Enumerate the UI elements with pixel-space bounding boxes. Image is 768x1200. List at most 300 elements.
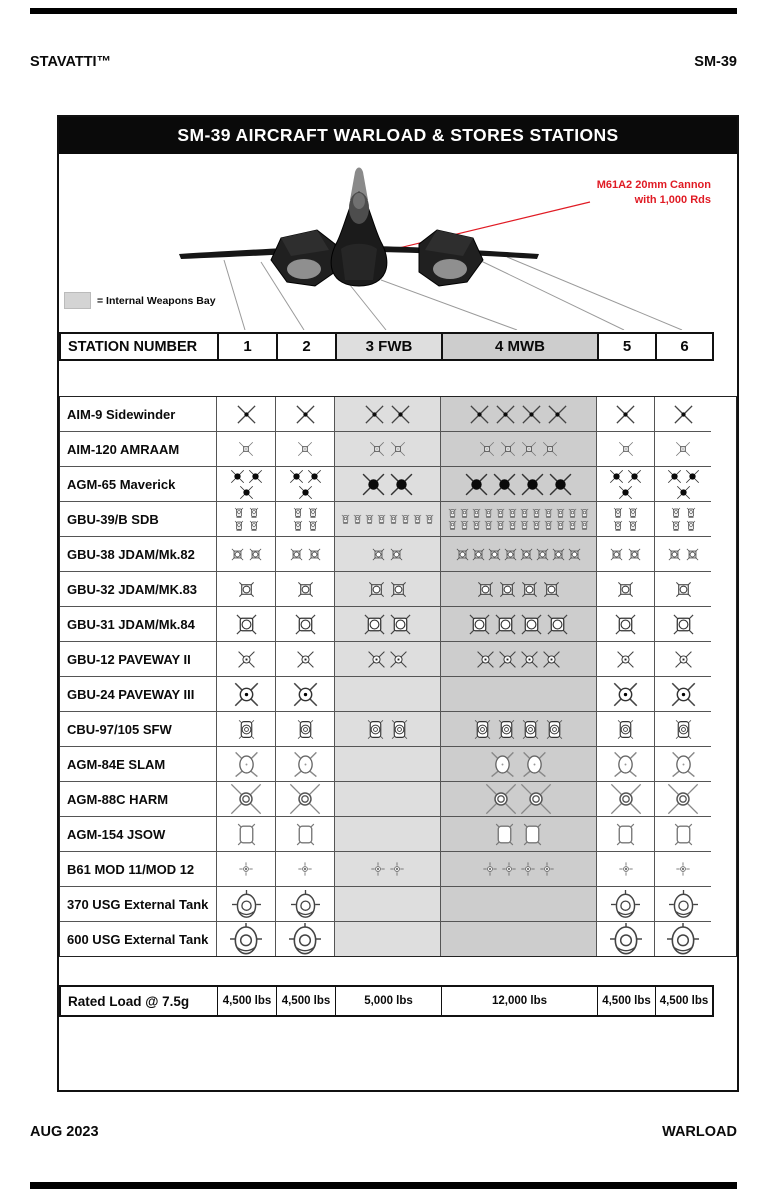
- weapon-station-cell: [596, 886, 654, 921]
- maverick-icon: [685, 469, 700, 484]
- weapon-station-cell: [440, 851, 596, 886]
- gbu31-icon: [520, 613, 543, 636]
- icon-row: [455, 547, 582, 562]
- weapon-station-cell: [275, 921, 334, 956]
- weapon-name: 370 USG External Tank: [60, 886, 216, 921]
- weapon-row: [60, 606, 736, 641]
- gbu32-icon: [367, 580, 386, 599]
- sdb-icon: [531, 520, 542, 531]
- icon-row: [340, 514, 435, 525]
- maverick-icon: [389, 472, 414, 497]
- sdb-icon: [412, 514, 423, 525]
- sdb-icon: [424, 514, 435, 525]
- weapon-name: AGM-84E SLAM: [60, 746, 216, 781]
- icon-row: [667, 923, 699, 955]
- weapon-station-cell: [216, 501, 275, 536]
- weapon-row: [60, 746, 736, 781]
- gbu32-icon: [616, 580, 635, 599]
- gbu38-icon: [487, 547, 502, 562]
- icon-row: [611, 750, 640, 779]
- tank370-icon: [669, 890, 698, 919]
- icon-row: [239, 485, 254, 500]
- icon-row: [230, 547, 263, 562]
- weapon-station-cell: [216, 397, 275, 431]
- icon-row: [371, 547, 404, 562]
- sdb-icon: [519, 508, 530, 519]
- icon-row: [365, 719, 410, 740]
- sdb-icon: [507, 520, 518, 531]
- icon-row: [472, 719, 565, 740]
- sdb-icon: [471, 520, 482, 531]
- icon-row: [669, 750, 698, 779]
- icon-row: [367, 580, 408, 599]
- tank370-icon: [611, 890, 640, 919]
- weapon-station-cell: [440, 606, 596, 641]
- icon-row: [667, 469, 700, 484]
- sdb-icon: [292, 520, 304, 532]
- weapon-station-cell: [334, 886, 440, 921]
- weapon-station-cell: [654, 711, 711, 746]
- aim9-icon: [672, 403, 695, 426]
- sdb-icon: [459, 508, 470, 519]
- weapon-station-cell: [334, 746, 440, 781]
- cbu-icon: [472, 719, 493, 740]
- weapon-station-cell: [440, 781, 596, 816]
- sdb-icon: [459, 520, 470, 531]
- gbu31-icon: [468, 613, 491, 636]
- gbu32-icon: [296, 580, 315, 599]
- icon-row: [296, 580, 315, 599]
- icon-row: [291, 890, 320, 919]
- weapon-station-cell: [275, 711, 334, 746]
- icon-row: [611, 890, 640, 919]
- weapon-station-cell: [275, 886, 334, 921]
- weapon-station-cell: [275, 397, 334, 431]
- icon-row: [235, 613, 258, 636]
- station-header-cell: 5: [597, 334, 655, 359]
- weapon-station-cell: [596, 536, 654, 571]
- footer-date: AUG 2023: [30, 1124, 99, 1140]
- weapon-station-cell: [334, 501, 440, 536]
- b61-icon: [482, 861, 498, 877]
- weapon-row: [60, 851, 736, 886]
- weapon-station-cell: [654, 676, 711, 711]
- slam-icon: [669, 750, 698, 779]
- sdb-icon: [543, 520, 554, 531]
- sdb-icon: [400, 514, 411, 525]
- weapon-station-cell: [654, 571, 711, 606]
- icon-row: [676, 485, 691, 500]
- icon-row: [674, 650, 693, 669]
- maverick-icon: [618, 485, 633, 500]
- weapon-station-cell: [440, 746, 596, 781]
- maverick-icon: [298, 485, 313, 500]
- icon-row: [610, 783, 642, 815]
- gbu38-icon: [389, 547, 404, 562]
- weapon-station-cell: [334, 571, 440, 606]
- icon-row: [292, 681, 319, 708]
- icon-row: [236, 719, 257, 740]
- weapon-station-cell: [216, 886, 275, 921]
- icon-row: [367, 650, 408, 669]
- sdb-icon: [471, 508, 482, 519]
- cannon-annotation-line1: M61A2 20mm Cannon: [596, 179, 711, 191]
- sdb-icon: [352, 514, 363, 525]
- harm-icon: [230, 783, 262, 815]
- weapon-station-cell: [334, 466, 440, 501]
- slam-icon: [488, 750, 517, 779]
- gbu31-icon: [494, 613, 517, 636]
- weapon-station-cell: [596, 641, 654, 676]
- weapon-station-cell: [596, 711, 654, 746]
- weapon-station-cell: [440, 641, 596, 676]
- weapon-station-cell: [216, 816, 275, 851]
- gbu24-icon: [233, 681, 260, 708]
- icon-row: [233, 507, 260, 519]
- sdb-icon: [579, 508, 590, 519]
- weapon-station-cell: [216, 606, 275, 641]
- weapon-station-cell: [654, 886, 711, 921]
- icon-row: [292, 520, 319, 532]
- b61-icon: [389, 861, 405, 877]
- station-header-cell: 3 FWB: [335, 334, 441, 359]
- jsow-icon: [520, 822, 545, 847]
- icon-row: [612, 507, 639, 519]
- icon-row: [667, 783, 699, 815]
- weapon-station-cell: [596, 816, 654, 851]
- maverick-icon: [676, 485, 691, 500]
- icon-row: [476, 580, 561, 599]
- weapon-row: [60, 641, 736, 676]
- aim9-icon: [468, 403, 491, 426]
- weapon-station-cell: [596, 921, 654, 956]
- icon-row: [468, 613, 569, 636]
- icon-row: [447, 508, 590, 519]
- slam-icon: [611, 750, 640, 779]
- gbu38-icon: [567, 547, 582, 562]
- sdb-icon: [495, 508, 506, 519]
- icon-row: [614, 403, 637, 426]
- gbu32-icon: [389, 580, 408, 599]
- icon-row: [295, 719, 316, 740]
- weapon-name: AGM-154 JSOW: [60, 816, 216, 851]
- cbu-icon: [615, 719, 636, 740]
- icon-row: [294, 613, 317, 636]
- weapon-station-cell: [275, 851, 334, 886]
- icon-row: [674, 440, 692, 458]
- sdb-icon: [519, 520, 530, 531]
- jsow-icon: [234, 822, 259, 847]
- weapon-station-cell: [596, 746, 654, 781]
- icon-row: [294, 403, 317, 426]
- icon-row: [230, 469, 263, 484]
- gbu32-icon: [520, 580, 539, 599]
- weapon-name: GBU-31 JDAM/Mk.84: [60, 606, 216, 641]
- maverick-icon: [548, 472, 573, 497]
- weapon-station-cell: [275, 501, 334, 536]
- weapon-row: [60, 781, 736, 816]
- weapon-station-cell: [440, 886, 596, 921]
- gbu31-icon: [235, 613, 258, 636]
- weapon-station-cell: [216, 431, 275, 466]
- sdb-icon: [248, 520, 260, 532]
- weapon-station-cell: [216, 571, 275, 606]
- icon-row: [673, 719, 694, 740]
- b61-icon: [370, 861, 386, 877]
- page-title: SM-39 AIRCRAFT WARLOAD & STORES STATIONS: [59, 117, 737, 154]
- slam-icon: [232, 750, 261, 779]
- icon-row: [232, 750, 261, 779]
- weapon-station-cell: [334, 921, 440, 956]
- harm-icon: [520, 783, 552, 815]
- station-header-cell: 1: [217, 334, 276, 359]
- sdb-icon: [670, 507, 682, 519]
- icon-row: [618, 861, 634, 877]
- icon-row: [618, 485, 633, 500]
- weapon-row: [60, 431, 736, 466]
- icon-row: [468, 403, 569, 426]
- gbu24-icon: [612, 681, 639, 708]
- weapon-station-cell: [275, 746, 334, 781]
- amraam-icon: [368, 440, 386, 458]
- weapon-station-cell: [440, 711, 596, 746]
- harm-icon: [485, 783, 517, 815]
- weapon-station-cell: [596, 431, 654, 466]
- weapon-station-cell: [275, 676, 334, 711]
- rated-load-value: 12,000 lbs: [441, 987, 597, 1015]
- legend-label: = Internal Weapons Bay: [97, 294, 216, 307]
- gbu38-icon: [503, 547, 518, 562]
- gbu12-icon: [237, 650, 256, 669]
- icon-row: [667, 547, 700, 562]
- aim9-icon: [614, 403, 637, 426]
- icon-row: [609, 547, 642, 562]
- jsow-icon: [492, 822, 517, 847]
- icon-row: [289, 783, 321, 815]
- sdb-icon: [292, 507, 304, 519]
- harm-icon: [289, 783, 321, 815]
- icon-row: [368, 440, 407, 458]
- icon-row: [237, 440, 255, 458]
- weapon-row: [60, 536, 736, 571]
- tank600-icon: [289, 923, 321, 955]
- icon-row: [232, 890, 261, 919]
- weapon-station-cell: [596, 397, 654, 431]
- icon-row: [234, 822, 259, 847]
- gbu38-icon: [609, 547, 624, 562]
- maverick-icon: [239, 485, 254, 500]
- weapon-row: [60, 711, 736, 746]
- icon-row: [289, 923, 321, 955]
- icon-row: [230, 783, 262, 815]
- aircraft-diagram: [59, 154, 737, 330]
- page-footer: [30, 1124, 737, 1140]
- aim9-icon: [494, 403, 517, 426]
- maverick-icon: [627, 469, 642, 484]
- harm-icon: [610, 783, 642, 815]
- tank370-icon: [232, 890, 261, 919]
- icon-row: [672, 403, 695, 426]
- icon-row: [363, 613, 412, 636]
- b61-icon: [539, 861, 555, 877]
- maverick-icon: [307, 469, 322, 484]
- content-box: [57, 115, 739, 1092]
- weapon-station-cell: [440, 536, 596, 571]
- amraam-icon: [617, 440, 635, 458]
- gbu32-icon: [498, 580, 517, 599]
- footer-section: WARLOAD: [662, 1124, 737, 1140]
- sdb-icon: [307, 507, 319, 519]
- sdb-icon: [233, 507, 245, 519]
- weapons-bay-legend: [64, 292, 216, 309]
- weapon-station-cell: [596, 571, 654, 606]
- weapon-station-cell: [334, 851, 440, 886]
- icon-row: [612, 520, 639, 532]
- legend-swatch: [64, 292, 91, 309]
- icon-row: [617, 440, 635, 458]
- sdb-icon: [627, 520, 639, 532]
- icon-row: [614, 613, 637, 636]
- icon-row: [675, 861, 691, 877]
- b61-icon: [501, 861, 517, 877]
- icon-row: [237, 580, 256, 599]
- weapon-station-cell: [440, 816, 596, 851]
- weapon-station-cell: [275, 606, 334, 641]
- sdb-icon: [555, 508, 566, 519]
- weapon-station-cell: [654, 921, 711, 956]
- icon-row: [293, 822, 318, 847]
- weapon-row: [60, 571, 736, 606]
- weapon-station-cell: [440, 397, 596, 431]
- aim9-icon: [294, 403, 317, 426]
- cbu-icon: [673, 719, 694, 740]
- maverick-icon: [667, 469, 682, 484]
- icon-row: [297, 861, 313, 877]
- station-header-cell: 6: [655, 334, 712, 359]
- icon-row: [237, 650, 256, 669]
- gbu12-icon: [296, 650, 315, 669]
- icon-row: [235, 403, 258, 426]
- weapon-station-cell: [216, 746, 275, 781]
- icon-row: [464, 472, 573, 497]
- weapon-station-cell: [334, 781, 440, 816]
- weapon-name: AIM-120 AMRAAM: [60, 431, 216, 466]
- amraam-icon: [674, 440, 692, 458]
- weapon-station-cell: [654, 781, 711, 816]
- weapon-station-cell: [596, 501, 654, 536]
- station-header-cell: 2: [276, 334, 335, 359]
- gbu38-icon: [289, 547, 304, 562]
- weapon-station-cell: [596, 466, 654, 501]
- sdb-icon: [495, 520, 506, 531]
- weapon-name: GBU-32 JDAM/MK.83: [60, 571, 216, 606]
- icon-row: [616, 580, 635, 599]
- weapon-row: [60, 921, 736, 956]
- gbu12-icon: [476, 650, 495, 669]
- station-header-cell: 4 MWB: [441, 334, 597, 359]
- brand-text: STAVATTI™: [30, 54, 112, 70]
- icon-row: [478, 440, 559, 458]
- weapon-station-cell: [654, 816, 711, 851]
- weapons-table: [59, 396, 737, 957]
- maverick-icon: [289, 469, 304, 484]
- weapon-row: [60, 466, 736, 501]
- gbu32-icon: [674, 580, 693, 599]
- gbu12-icon: [498, 650, 517, 669]
- station-number-label: STATION NUMBER: [68, 338, 198, 355]
- rated-load-value: 4,500 lbs: [217, 987, 276, 1015]
- gbu31-icon: [614, 613, 637, 636]
- weapon-station-cell: [654, 431, 711, 466]
- maverick-icon: [609, 469, 624, 484]
- gbu31-icon: [294, 613, 317, 636]
- sdb-icon: [531, 508, 542, 519]
- sdb-icon: [388, 514, 399, 525]
- tank600-icon: [610, 923, 642, 955]
- weapon-station-cell: [596, 851, 654, 886]
- jsow-icon: [293, 822, 318, 847]
- weapon-station-cell: [654, 501, 711, 536]
- icon-row: [361, 472, 414, 497]
- icon-row: [670, 507, 697, 519]
- sdb-icon: [627, 507, 639, 519]
- weapon-station-cell: [654, 641, 711, 676]
- icon-row: [485, 783, 552, 815]
- icon-row: [492, 822, 545, 847]
- rated-load-value: 4,500 lbs: [276, 987, 335, 1015]
- maverick-icon: [361, 472, 386, 497]
- weapon-station-cell: [216, 641, 275, 676]
- icon-row: [296, 440, 314, 458]
- sdb-icon: [579, 520, 590, 531]
- weapon-station-cell: [275, 641, 334, 676]
- weapon-name: GBU-38 JDAM/Mk.82: [60, 536, 216, 571]
- tank370-icon: [291, 890, 320, 919]
- weapon-name: B61 MOD 11/MOD 12: [60, 851, 216, 886]
- amraam-icon: [478, 440, 496, 458]
- sdb-icon: [447, 520, 458, 531]
- gbu12-icon: [674, 650, 693, 669]
- amraam-icon: [296, 440, 314, 458]
- weapon-row: [60, 886, 736, 921]
- weapon-station-cell: [334, 606, 440, 641]
- rated-load-label: Rated Load @ 7.5g: [68, 993, 190, 1009]
- icon-row: [672, 613, 695, 636]
- aim9-icon: [363, 403, 386, 426]
- sdb-icon: [376, 514, 387, 525]
- icon-row: [476, 650, 561, 669]
- maverick-icon: [464, 472, 489, 497]
- weapon-station-cell: [334, 676, 440, 711]
- weapon-station-cell: [216, 781, 275, 816]
- sdb-icon: [685, 520, 697, 532]
- weapon-station-cell: [440, 431, 596, 466]
- sdb-icon: [567, 520, 578, 531]
- weapon-station-cell: [334, 536, 440, 571]
- weapon-station-cell: [275, 571, 334, 606]
- weapon-station-cell: [440, 466, 596, 501]
- weapon-name: AGM-65 Maverick: [60, 466, 216, 501]
- icon-row: [670, 681, 697, 708]
- cbu-icon: [236, 719, 257, 740]
- cbu-icon: [520, 719, 541, 740]
- gbu12-icon: [542, 650, 561, 669]
- weapon-name: 600 USG External Tank: [60, 921, 216, 956]
- gbu38-icon: [685, 547, 700, 562]
- b61-icon: [297, 861, 313, 877]
- top-rule: [30, 8, 737, 14]
- weapon-station-cell: [275, 536, 334, 571]
